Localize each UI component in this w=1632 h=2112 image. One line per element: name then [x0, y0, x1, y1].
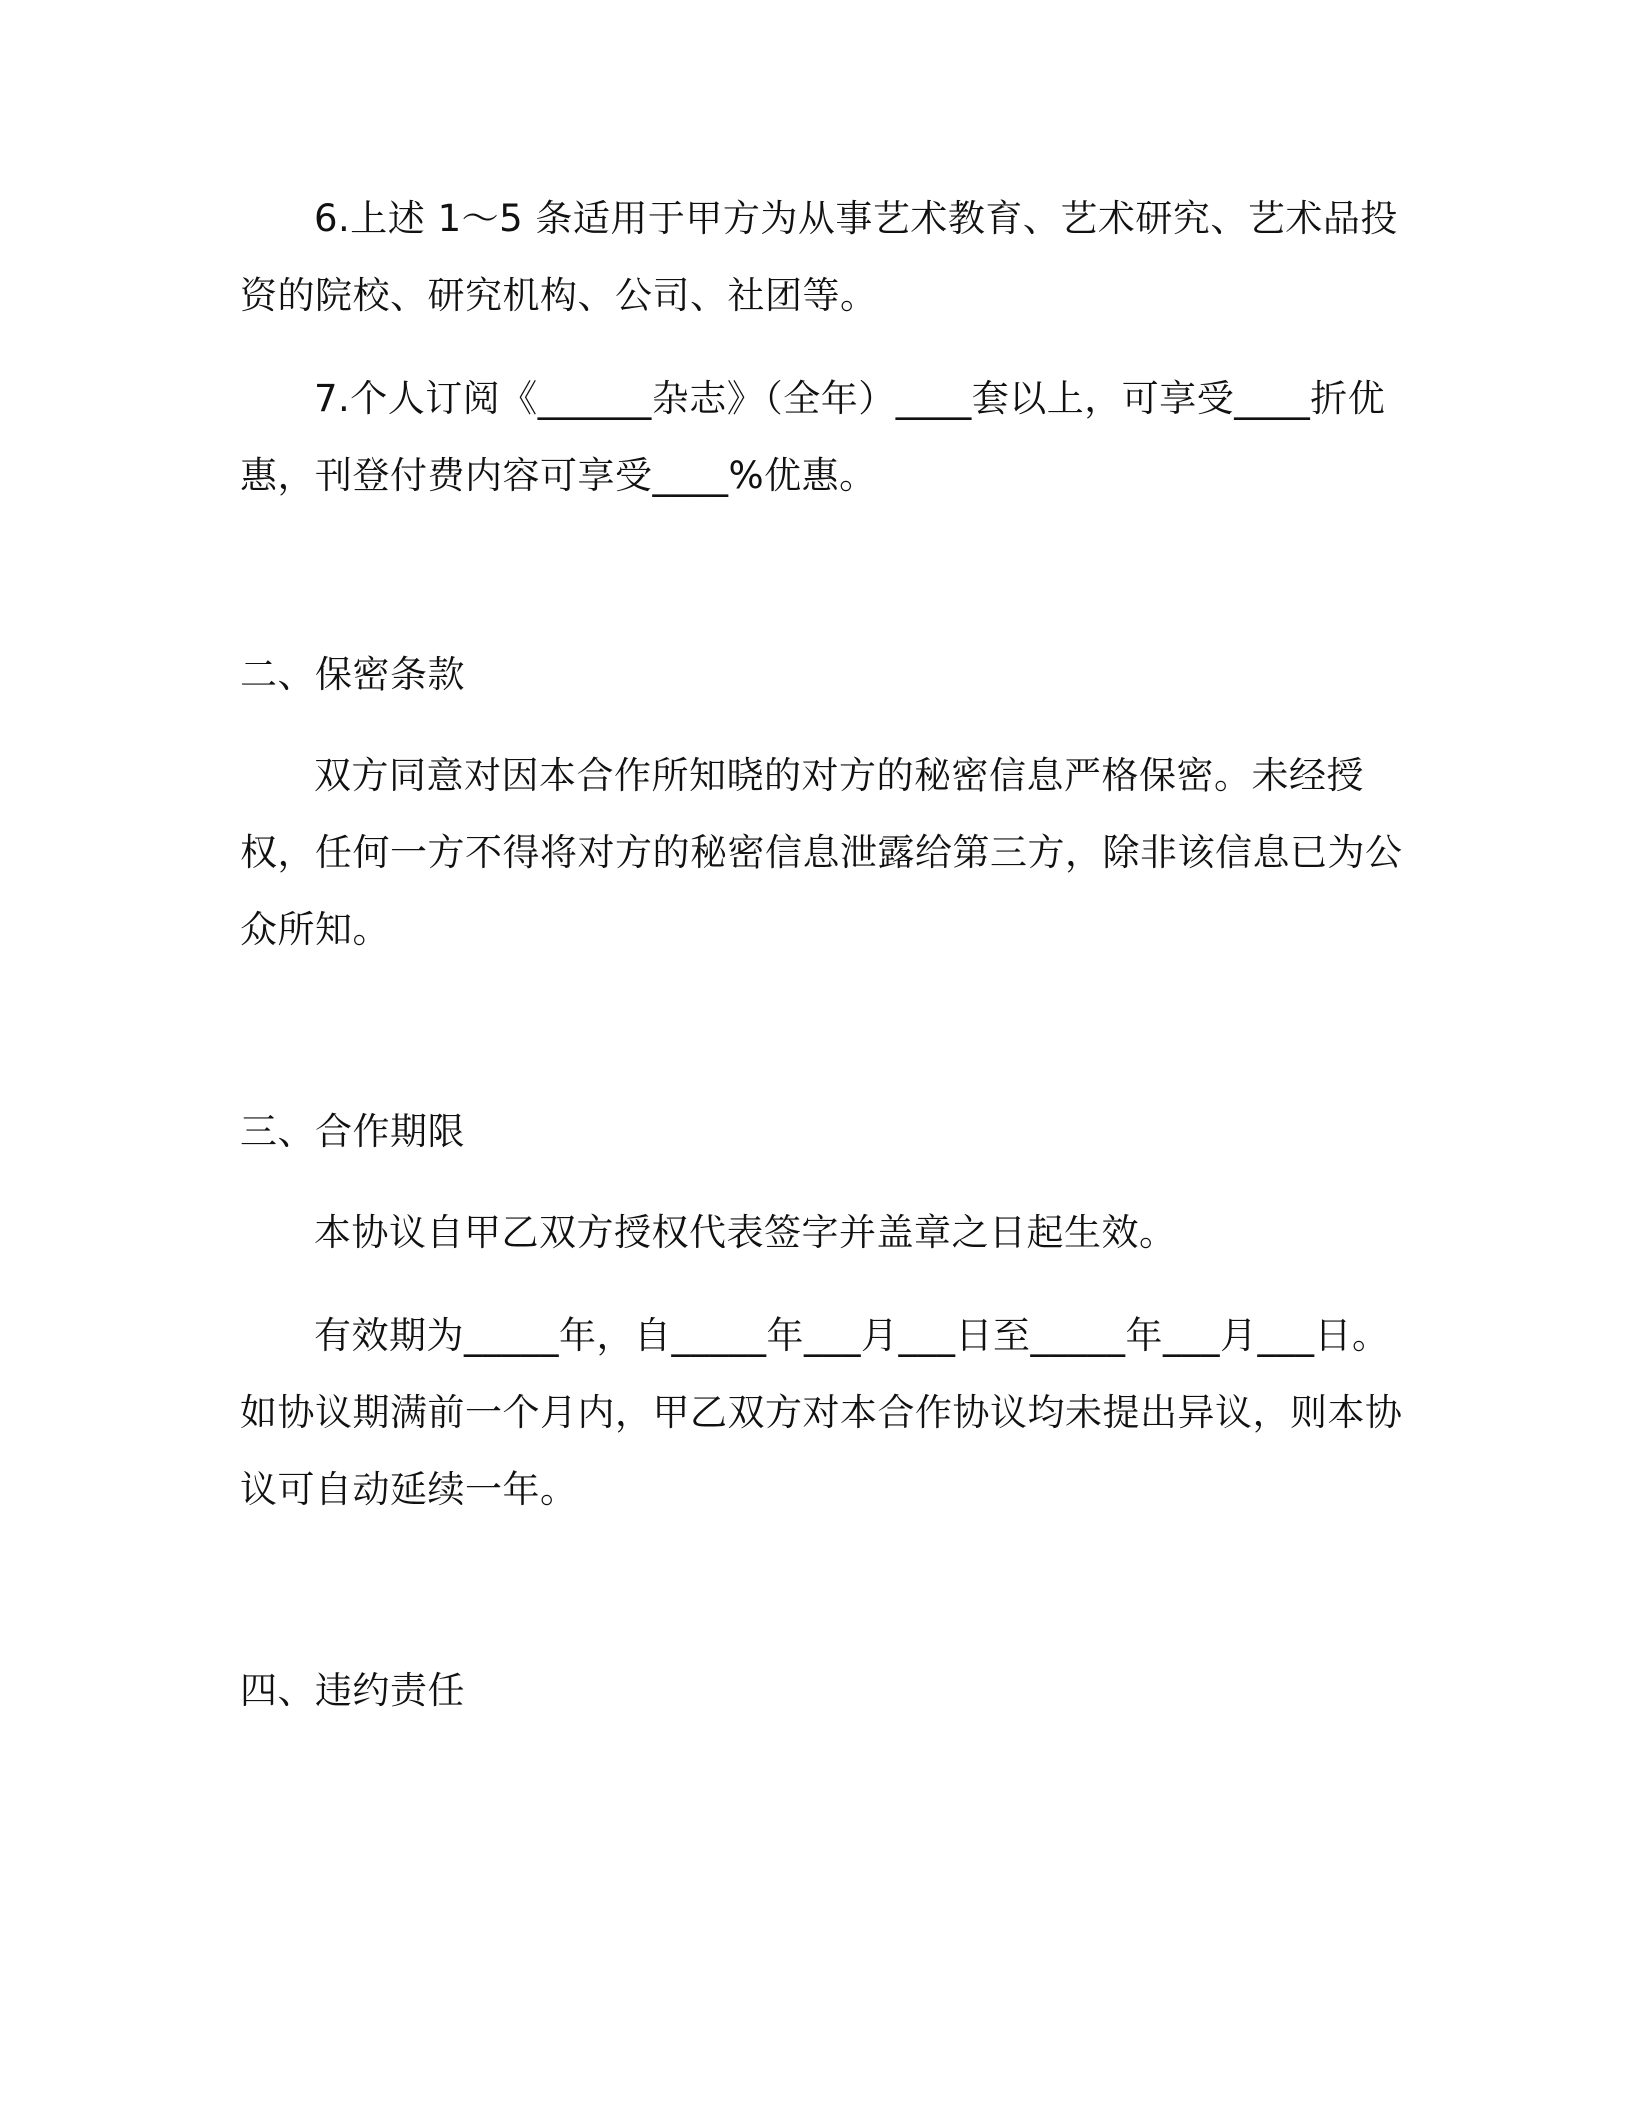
section-heading-liability: 四、违约责任 — [240, 1669, 465, 1712]
section-body-term-validity: 有效期为_____年，自_____年___月___日至_____年___月___日。如协议期满前一个月内，甲乙双方对本合作协议均未提出异议，则本协议可自动延续一年。 — [240, 1314, 1403, 1511]
section-body-confidentiality: 双方同意对因本合作所知晓的对方的秘密信息严格保密。未经授权，任何一方不得将对方的秘密信息泄露给第三方，除非该信息已为公众所知。 — [240, 754, 1403, 951]
section-heading-confidentiality: 二、保密条款 — [240, 653, 465, 696]
clause-item-7: 7.个人订阅《______杂志》（全年）____套以上，可享受____折优惠，刊登付费内容可享受____%优惠。 — [240, 377, 1386, 497]
section-heading-term: 三、合作期限 — [240, 1110, 465, 1153]
section-body-term-effective: 本协议自甲乙双方授权代表签字并盖章之日起生效。 — [314, 1211, 1177, 1254]
clause-item-6: 6.上述 1～5 条适用于甲方为从事艺术教育、艺术研究、艺术品投资的院校、研究机构、公司、社团等。 — [240, 197, 1398, 317]
